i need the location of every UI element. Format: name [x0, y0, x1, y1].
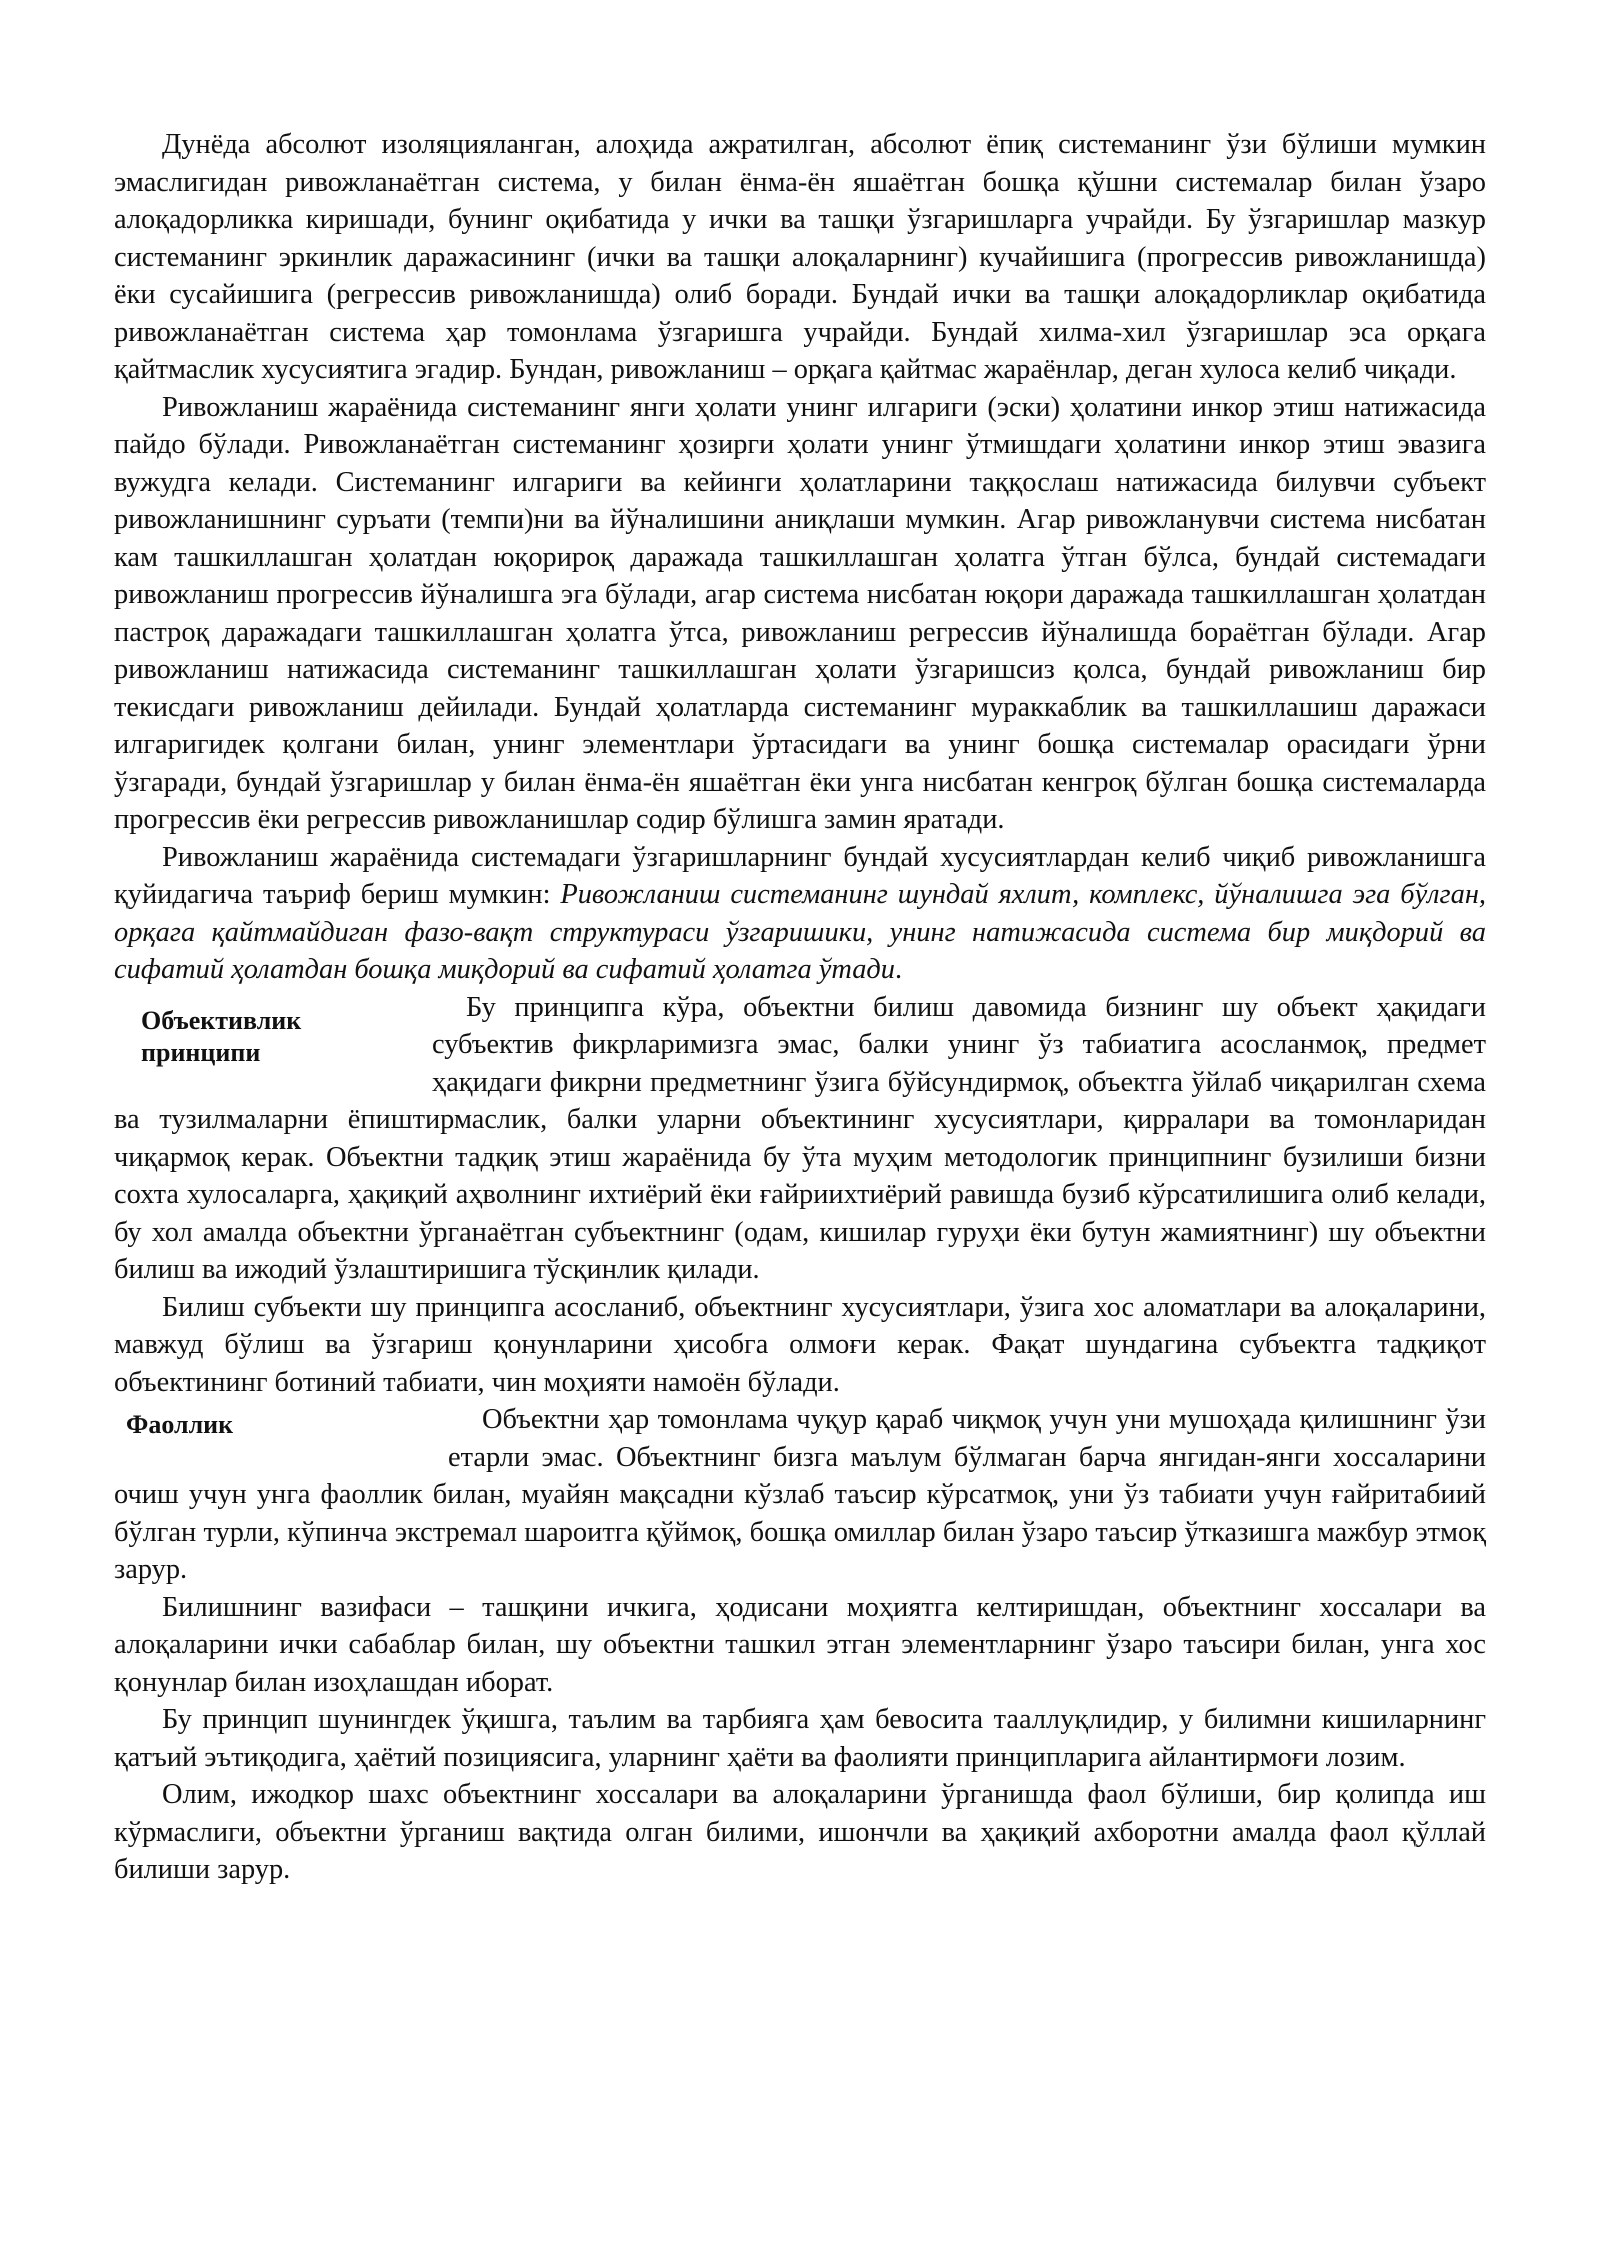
definition-text: Ривожланиш системанинг шундай яхлит, комплекс, йўналишга эга бўлган, орқага қайтмайдиган фазо-вақт структураси ўзгаришики, унинг натижасида система бир миқдорий ва сифатий ҳолатдан бошқа миқдорий ва сифатий ҳолатга ўтади	[114, 879, 1487, 985]
paragraph-irreversibility: Дунёда абсолют изоляцияланган, алоҳида ажратилган, абсолют ёпиқ системанинг ўзи бўлиши мумкин эмаслигидан ривожланаётган система, у билан ёнма-ён яшаётган бошқа қўшни системалар билан ўзаро алоқадорликка киришади, бунинг оқибатида у ички ва ташқи ўзгаришларга учрайди. Бу ўзгаришлар мазкур системанинг эркинлик даражасининг (ички ва ташқи алоқаларнинг) кучайишига (прогрессив ривожланишда) ёки сусайишига (регрессив ривожланишда) олиб боради. Бундай ички ва ташқи алоқадорликлар оқибатида ривожланаётган система ҳар томонлама ўзгаришга учрайди. Бундай хилма-хил ўзгаришлар эса орқага қайтмаслик хусусиятига эгадир. Бундан, ривожланиш – орқага қайтмас жараёнлар, деган хулоса келиб чиқади.	[114, 129, 1486, 385]
paragraph-scientist: Олим, ижодкор шахс объектнинг хоссалари ва алоқаларини ўрганишда фаол бўлиши, бир қолипда иш кўрмаслиги, объектни ўрганиш вақтида олган билими, ишончли ва ҳақиқий ахборотни амалда фаол қўллай билиши зарур.	[114, 1779, 1486, 1885]
paragraph-cognition-subject: Билиш субъекти шу принципга асосланиб, объектнинг хусусиятлари, ўзига хос аломатлари ва алоқаларини, мавжуд бўлиш ва ўзгариш қонунларини ҳисобга олмоғи керак. Фақат шундагина субъектга тадқиқот объектининг ботиний табиати, чин моҳияти намоён бўлади.	[114, 1291, 1486, 1398]
heading-activity: Фаоллик	[126, 1410, 234, 1439]
paragraph-definition	[114, 839, 1486, 989]
paragraph-development-states: Ривожланиш жараёнида системанинг янги ҳолати унинг илгариги (эски) ҳолатини инкор этиш натижасида пайдо бўлади. Ривожланаётган системанинг ҳозирги ҳолати унинг ўтмишдаги ҳолатини инкор этиш эвазига вужудга келади. Системанинг илгариги ва кейинги ҳолатларини таққослаш натижасида билувчи субъект ривожланишнинг суръати (темпи)ни ва йўналишини аниқлаши мумкин. Агар ривожланувчи система нисбатан кам ташкиллашган ҳолатдан юқорироқ даражада ташкиллашган ҳолатга ўтган бўлса, бундай системадаги ривожланиш прогрессив йўналишга эга бўлади, агар система нисбатан юқори даражада ташкиллашган ҳолатдан пастроқ даражадаги ташкиллашган ҳолатга ўтса, ривожланиш регрессив йўналишда бораётган бўлади. Агар ривожланиш натижасида системанинг ташкиллашган ҳолати ўзгаришсиз қолса, бундай ривожланиш бир текисдаги ривожланиш дейилади. Бундай ҳолатларда системанинг мураккаблик ва ташкиллашиш даражаси илгаригидек қолгани билан, унинг элементлари ўртасидаги ва унинг бошқа системалар орасидаги ўрни ўзгаради, бундай ўзгаришлар у билан ёнма-ён яшаётган ёки унга нисбатан кенгроқ бўлган бошқа системаларда прогрессив ёки регрессив ривожланишлар содир бўлишга замин яратади.	[114, 391, 1486, 835]
definition-tail: .	[894, 954, 903, 985]
definition-lead: Ривожланиш жараёнида системадаги ўзгаришларнинг бундай хусусиятлардан келиб чиқиб ривожланишга қуйидагича таъриф бериш мумкин:	[114, 841, 1486, 910]
heading-objectivity-principle: Объективлик принципи	[141, 1005, 302, 1067]
paragraph-objectivity: Бу принципга кўра, объектни билиш давомида бизнинг шу объект ҳақидаги субъектив фикрларимизга эмас, балки унинг ўз табиатига асосланмоқ, предмет ҳақидаги фикрни предметнинг ўзига бўйсундирмоқ, объектга ўйлаб чиқарилган схема ва тузилмаларни ёпиштирмаслик, балки уларни объектининг хусусиятлари, қирралари ва томонларидан чиқармоқ керак. Объектни тадқиқ этиш жараёнида бу ўта муҳим методологик принципнинг бузилиши бизни сохта хулосаларга, ҳақиқий аҳволнинг ихтиёрий ёки ғайриихтиёрий равишда бузиб кўрсатилишига олиб келади, бу хол амалда объектни ўрганаётган субъектнинг (одам, кишилар гуруҳи ёки бутун жамиятнинг) шу объектни билиш ва ижодий ўзлаштиришига тўсқинлик қилади.	[114, 991, 1486, 1285]
paragraph-activity: Объектни ҳар томонлама чуқур қараб чиқмоқ учун уни мушоҳада қилишнинг ўзи етарли эмас. Объектнинг бизга маълум бўлмаган барча янгидан-янги хоссаларини очиш учун унга фаоллик билан, муайян мақсадни кўзлаб таъсир кўрсатмоқ, уни ўз табиати учун ғайритабиий бўлган турли, кўпинча экстремал шароитга қўймоқ, бошқа омиллар билан ўзаро таъсир ўтказишга мажбур этмоқ зарур.	[114, 1404, 1486, 1585]
paragraph-cognition-task: Билишнинг вазифаси – ташқини ичкига, ҳодисани моҳиятга келтиришдан, объектнинг хоссалари ва алоқаларини ички сабаблар билан, шу объектни ташкил этган элементларнинг ўзаро таъсири билан, унга хос қонунлар билан изоҳлашдан иборат.	[114, 1591, 1486, 1698]
document-page	[114, 126, 1486, 1889]
paragraph-education: Бу принцип шунингдек ўқишга, таълим ва тарбияга ҳам бевосита тааллуқлидир, у билимни кишиларнинг қатъий эътиқодига, ҳаётий позициясига, уларнинг ҳаёти ва фаолияти принципларига айлантирмоғи лозим.	[114, 1704, 1486, 1773]
